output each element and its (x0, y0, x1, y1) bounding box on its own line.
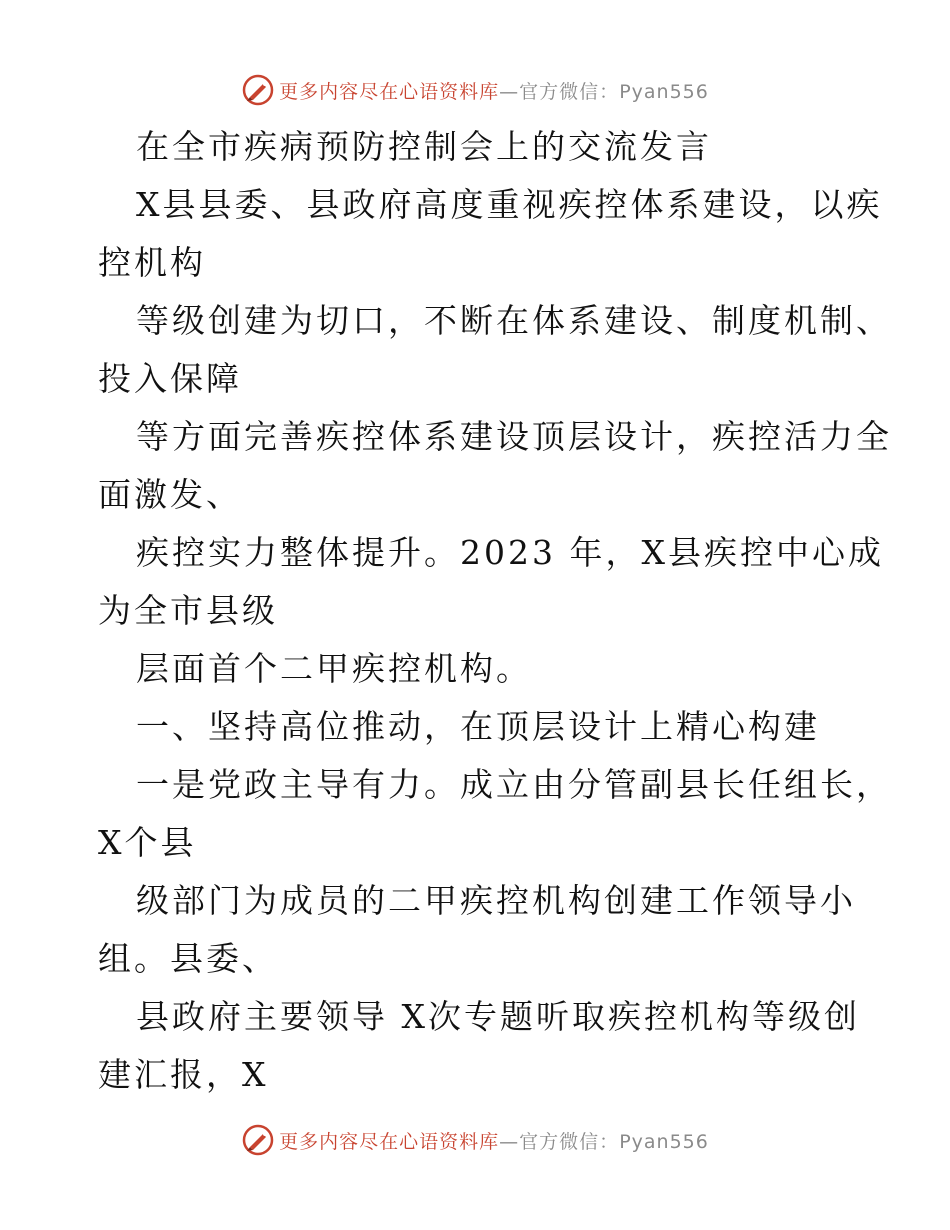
text-line: 等方面完善疾控体系建设顶层设计，疾控活力全 (136, 417, 892, 456)
pen-circle-logo-icon (241, 73, 275, 107)
text-line: 建汇报，X (98, 1055, 269, 1094)
text-line: X县县委、县政府高度重视疾控体系建设，以疾 (136, 185, 883, 224)
footer-banner (0, 1120, 950, 1160)
document-body (98, 118, 898, 1104)
text-line: 一、坚持高位推动，在顶层设计上精心构建 (136, 707, 820, 746)
banner-text: 更多内容尽在心语资料库—官方微信：Pyan556 (279, 1130, 709, 1153)
text-line: 在全市疾病预防控制会上的交流发言 (136, 127, 712, 166)
pen-circle-logo-icon (241, 1123, 275, 1157)
text-line: 等级创建为切口，不断在体系建设、制度机制、 (136, 301, 892, 340)
text-line: 县政府主要领导 X次专题听取疾控机构等级创 (136, 997, 860, 1036)
text-line: 级部门为成员的二甲疾控机构创建工作领导小 (136, 881, 856, 920)
banner-text: 更多内容尽在心语资料库—官方微信：Pyan556 (279, 80, 709, 103)
text-line: 组。县委、 (98, 939, 278, 978)
text-line: 投入保障 (98, 359, 242, 398)
text-line: 疾控实力整体提升。2023 年，X县疾控中心成 (136, 533, 884, 572)
text-line: X个县 (98, 823, 197, 862)
text-line: 层面首个二甲疾控机构。 (136, 649, 532, 688)
header-banner (0, 70, 950, 110)
text-line: 一是党政主导有力。成立由分管副县长任组长， (136, 765, 892, 804)
text-line: 为全市县级 (98, 591, 278, 630)
text-line: 面激发、 (98, 475, 242, 514)
text-line: 控机构 (98, 243, 206, 282)
